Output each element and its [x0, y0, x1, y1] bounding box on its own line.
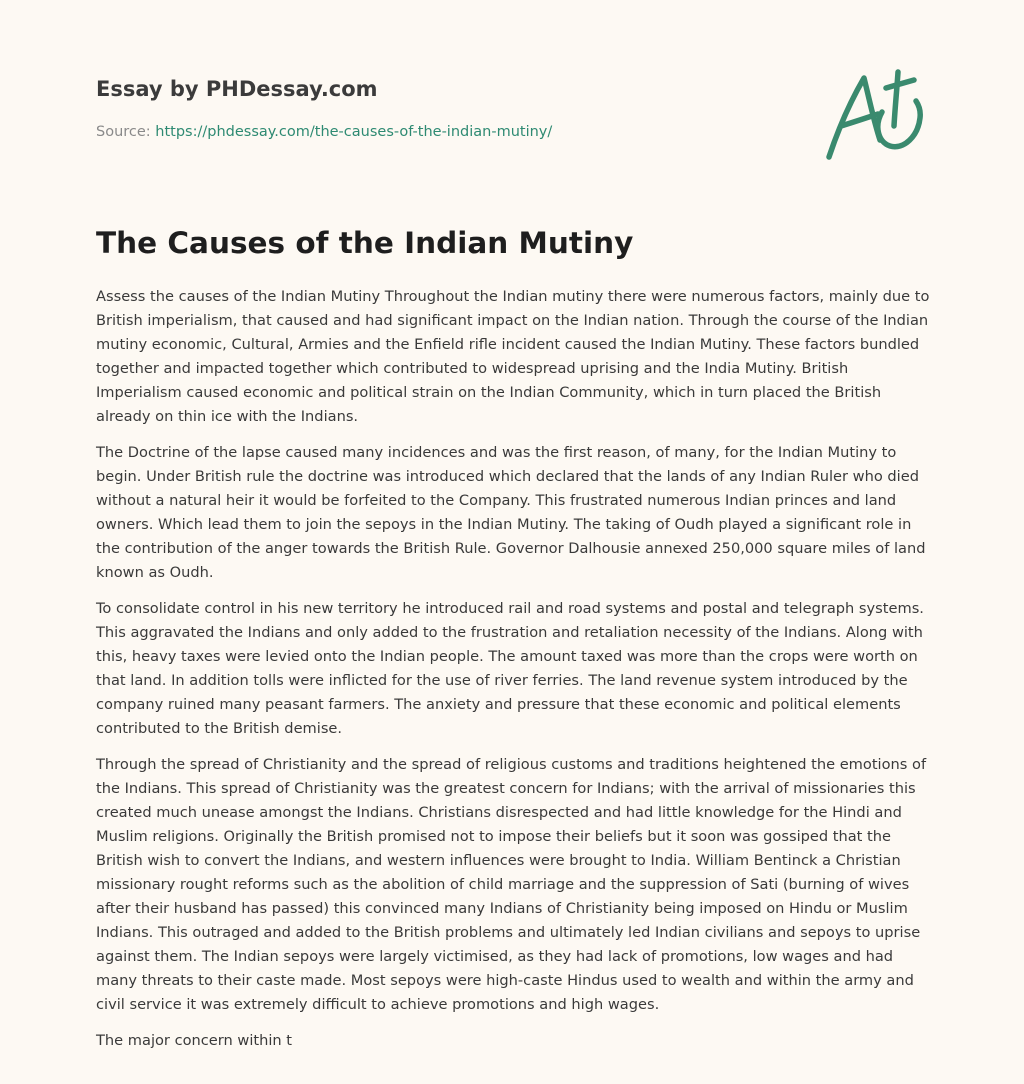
essay-paragraph: Through the spread of Christianity and the spread of religious customs and traditions heightened the emotions of the Indians. This spread of Christianity was the greatest concern for Indians; with the arrival of missionaries this created much unease amongst the Indians. Christians disrespected and had little knowledge for the Hindi and Muslim religions. Originally the British promised not to impose their beliefs but it soon was gossiped that the British wish to convert the Indians, and western influences were brought to India. William Bentinck a Christian missionary rought reforms such as the abolition of child marriage and the suppression of Sati (burning of wives after their husband has passed) this convinced many Indians of Christianity being imposed on Hindu or Muslim Indians. This outraged and added to the British problems and ultimately led Indian civilians and sepoys to uprise against them. The Indian sepoys were largely victimised, as they had lack of promotions, low wages and had many threats to their caste made. Most sepoys were high-caste Hindus used to wealth and within the army and civil service it was extremely difficult to achieve promotions and high wages. — [96, 756, 927, 1013]
site-title: Essay by PHDessay.com — [96, 77, 378, 101]
essay-paragraph: Assess the causes of the Indian Mutiny Throughout the Indian mutiny there were numerous factors, mainly due to British imperialism, that caused and had significant impact on the Indian nation. Through the course of the Indian mutiny economic, Cultural, Armies and the Enfield rifle incident caused the Indian Mutiny. These factors bundled together and impacted together which contributed to widespread uprising and the India Mutiny. British Imperialism caused economic and political strain on the Indian Community, which in turn placed the British already on thin ice with the Indians. — [96, 288, 930, 425]
essay-paragraph-truncated: The major concern within t — [96, 1032, 293, 1049]
source-label: Source: — [96, 124, 151, 140]
essay-paragraph: To consolidate control in his new territory he introduced rail and road systems and postal and telegraph systems. This aggravated the Indians and only added to the frustration and retaliation necessity of the Indians. Along with this, heavy taxes were levied onto the Indian people. The amount taxed was more than the crops were worth on that land. In addition tolls were inflicted for the use of river ferries. The land revenue system introduced by the company ruined many peasant farmers. The anxiety and pressure that these economic and political elements contributed to the British demise. — [96, 600, 924, 737]
source-line — [96, 124, 552, 140]
a-plus-logo-icon — [824, 68, 928, 164]
essay-paragraph: The Doctrine of the lapse caused many incidences and was the first reason, of many, for the Indian Mutiny to begin. Under British rule the doctrine was introduced which declared that the lands of any Indian Ruler who died without a natural heir it would be forfeited to the Company. This frustrated numerous Indian princes and land owners. Which lead them to join the sepoys in the Indian Mutiny. The taking of Oudh played a significant role in the contribution of the anger towards the British Rule. Governor Dalhousie annexed 250,000 square miles of land known as Oudh. — [96, 444, 926, 581]
essay-body — [96, 285, 930, 1065]
essay-title: The Causes of the Indian Mutiny — [96, 226, 634, 260]
source-link[interactable]: https://phdessay.com/the-causes-of-the-indian-mutiny/ — [155, 124, 553, 140]
